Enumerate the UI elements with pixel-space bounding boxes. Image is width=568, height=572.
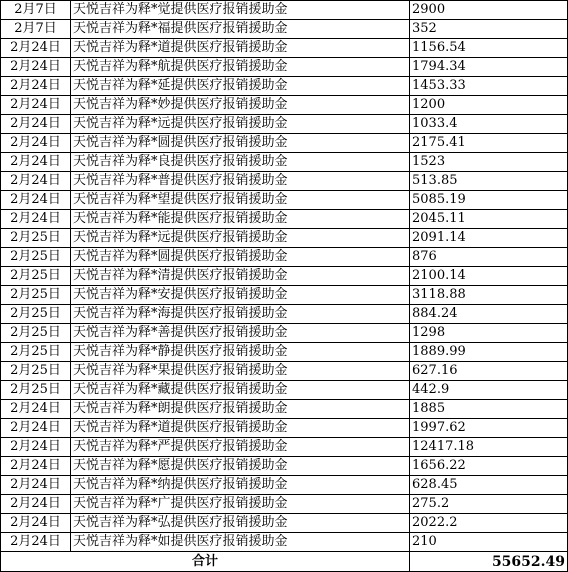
date-cell: 2月25日 xyxy=(1,305,71,324)
date-cell: 2月25日 xyxy=(1,362,71,381)
date-cell: 2月25日 xyxy=(1,248,71,267)
date-cell: 2月24日 xyxy=(1,533,71,552)
description-cell: 天悦吉祥为释*纳提供医疗报销援助金 xyxy=(71,476,410,495)
description-cell: 天悦吉祥为释*良提供医疗报销援助金 xyxy=(71,153,410,172)
description-cell: 天悦吉祥为释*安提供医疗报销援助金 xyxy=(71,286,410,305)
amount-cell: 1523 xyxy=(410,153,568,172)
description-cell: 天悦吉祥为释*能提供医疗报销援助金 xyxy=(71,210,410,229)
date-cell: 2月25日 xyxy=(1,267,71,286)
table-row xyxy=(1,457,568,476)
table-row xyxy=(1,153,568,172)
description-cell: 天悦吉祥为释*海提供医疗报销援助金 xyxy=(71,305,410,324)
description-cell: 天悦吉祥为释*果提供医疗报销援助金 xyxy=(71,362,410,381)
table-row xyxy=(1,77,568,96)
description-cell: 天悦吉祥为释*航提供医疗报销援助金 xyxy=(71,58,410,77)
table-row xyxy=(1,267,568,286)
ledger-body xyxy=(1,1,568,552)
date-cell: 2月24日 xyxy=(1,115,71,134)
table-row xyxy=(1,419,568,438)
table-row xyxy=(1,514,568,533)
table-row xyxy=(1,58,568,77)
amount-cell: 876 xyxy=(410,248,568,267)
amount-cell: 2100.14 xyxy=(410,267,568,286)
date-cell: 2月25日 xyxy=(1,324,71,343)
date-cell: 2月24日 xyxy=(1,419,71,438)
date-cell: 2月24日 xyxy=(1,514,71,533)
description-cell: 天悦吉祥为释*愿提供医疗报销援助金 xyxy=(71,457,410,476)
table-row xyxy=(1,20,568,39)
amount-cell: 1200 xyxy=(410,96,568,115)
description-cell: 天悦吉祥为释*广提供医疗报销援助金 xyxy=(71,495,410,514)
amount-cell: 352 xyxy=(410,20,568,39)
table-row xyxy=(1,191,568,210)
date-cell: 2月24日 xyxy=(1,134,71,153)
description-cell: 天悦吉祥为释*望提供医疗报销援助金 xyxy=(71,191,410,210)
table-row xyxy=(1,305,568,324)
table-row xyxy=(1,362,568,381)
description-cell: 天悦吉祥为释*朗提供医疗报销援助金 xyxy=(71,400,410,419)
amount-cell: 2022.2 xyxy=(410,514,568,533)
table-row xyxy=(1,286,568,305)
date-cell: 2月24日 xyxy=(1,39,71,58)
table-row xyxy=(1,96,568,115)
description-cell: 天悦吉祥为释*弘提供医疗报销援助金 xyxy=(71,514,410,533)
amount-cell: 1885 xyxy=(410,400,568,419)
total-row xyxy=(1,552,568,572)
description-cell: 天悦吉祥为释*妙提供医疗报销援助金 xyxy=(71,96,410,115)
date-cell: 2月24日 xyxy=(1,476,71,495)
amount-cell: 1298 xyxy=(410,324,568,343)
description-cell: 天悦吉祥为释*福提供医疗报销援助金 xyxy=(71,20,410,39)
amount-cell: 1656.22 xyxy=(410,457,568,476)
description-cell: 天悦吉祥为释*善提供医疗报销援助金 xyxy=(71,324,410,343)
table-row xyxy=(1,533,568,552)
amount-cell: 884.24 xyxy=(410,305,568,324)
date-cell: 2月25日 xyxy=(1,286,71,305)
table-row xyxy=(1,343,568,362)
table-row xyxy=(1,210,568,229)
description-cell: 天悦吉祥为释*远提供医疗报销援助金 xyxy=(71,229,410,248)
amount-cell: 210 xyxy=(410,533,568,552)
description-cell: 天悦吉祥为释*道提供医疗报销援助金 xyxy=(71,419,410,438)
date-cell: 2月25日 xyxy=(1,229,71,248)
description-cell: 天悦吉祥为释*严提供医疗报销援助金 xyxy=(71,438,410,457)
amount-cell: 628.45 xyxy=(410,476,568,495)
amount-cell: 1997.62 xyxy=(410,419,568,438)
amount-cell: 2091.14 xyxy=(410,229,568,248)
amount-cell: 275.2 xyxy=(410,495,568,514)
description-cell: 天悦吉祥为释*圆提供医疗报销援助金 xyxy=(71,134,410,153)
amount-cell: 2900 xyxy=(410,1,568,20)
date-cell: 2月24日 xyxy=(1,58,71,77)
date-cell: 2月25日 xyxy=(1,381,71,400)
description-cell: 天悦吉祥为释*觉提供医疗报销援助金 xyxy=(71,1,410,20)
date-cell: 2月24日 xyxy=(1,495,71,514)
table-row xyxy=(1,476,568,495)
description-cell: 天悦吉祥为释*道提供医疗报销援助金 xyxy=(71,39,410,58)
date-cell: 2月25日 xyxy=(1,343,71,362)
date-cell: 2月24日 xyxy=(1,457,71,476)
amount-cell: 5085.19 xyxy=(410,191,568,210)
amount-cell: 1156.54 xyxy=(410,39,568,58)
description-cell: 天悦吉祥为释*清提供医疗报销援助金 xyxy=(71,267,410,286)
description-cell: 天悦吉祥为释*静提供医疗报销援助金 xyxy=(71,343,410,362)
amount-cell: 1033.4 xyxy=(410,115,568,134)
amount-cell: 12417.18 xyxy=(410,438,568,457)
date-cell: 2月24日 xyxy=(1,96,71,115)
table-row xyxy=(1,172,568,191)
date-cell: 2月24日 xyxy=(1,153,71,172)
amount-cell: 3118.88 xyxy=(410,286,568,305)
description-cell: 天悦吉祥为释*圆提供医疗报销援助金 xyxy=(71,248,410,267)
table-row xyxy=(1,115,568,134)
date-cell: 2月7日 xyxy=(1,20,71,39)
table-row xyxy=(1,400,568,419)
amount-cell: 2045.11 xyxy=(410,210,568,229)
table-row xyxy=(1,381,568,400)
table-row xyxy=(1,324,568,343)
table-row xyxy=(1,495,568,514)
amount-cell: 1889.99 xyxy=(410,343,568,362)
description-cell: 天悦吉祥为释*延提供医疗报销援助金 xyxy=(71,77,410,96)
description-cell: 天悦吉祥为释*普提供医疗报销援助金 xyxy=(71,172,410,191)
date-cell: 2月24日 xyxy=(1,438,71,457)
table-row xyxy=(1,1,568,20)
date-cell: 2月24日 xyxy=(1,77,71,96)
description-cell: 天悦吉祥为释*如提供医疗报销援助金 xyxy=(71,533,410,552)
table-row xyxy=(1,248,568,267)
date-cell: 2月24日 xyxy=(1,172,71,191)
amount-cell: 2175.41 xyxy=(410,134,568,153)
date-cell: 2月7日 xyxy=(1,1,71,20)
description-cell: 天悦吉祥为释*远提供医疗报销援助金 xyxy=(71,115,410,134)
table-row xyxy=(1,229,568,248)
date-cell: 2月24日 xyxy=(1,400,71,419)
table-row xyxy=(1,438,568,457)
total-label: 合计 xyxy=(1,552,410,572)
description-cell: 天悦吉祥为释*藏提供医疗报销援助金 xyxy=(71,381,410,400)
table-row xyxy=(1,134,568,153)
amount-cell: 513.85 xyxy=(410,172,568,191)
amount-cell: 627.16 xyxy=(410,362,568,381)
amount-cell: 442.9 xyxy=(410,381,568,400)
amount-cell: 1453.33 xyxy=(410,77,568,96)
date-cell: 2月24日 xyxy=(1,191,71,210)
amount-cell: 1794.34 xyxy=(410,58,568,77)
date-cell: 2月24日 xyxy=(1,210,71,229)
table-row xyxy=(1,39,568,58)
total-amount: 55652.49 xyxy=(410,552,568,572)
